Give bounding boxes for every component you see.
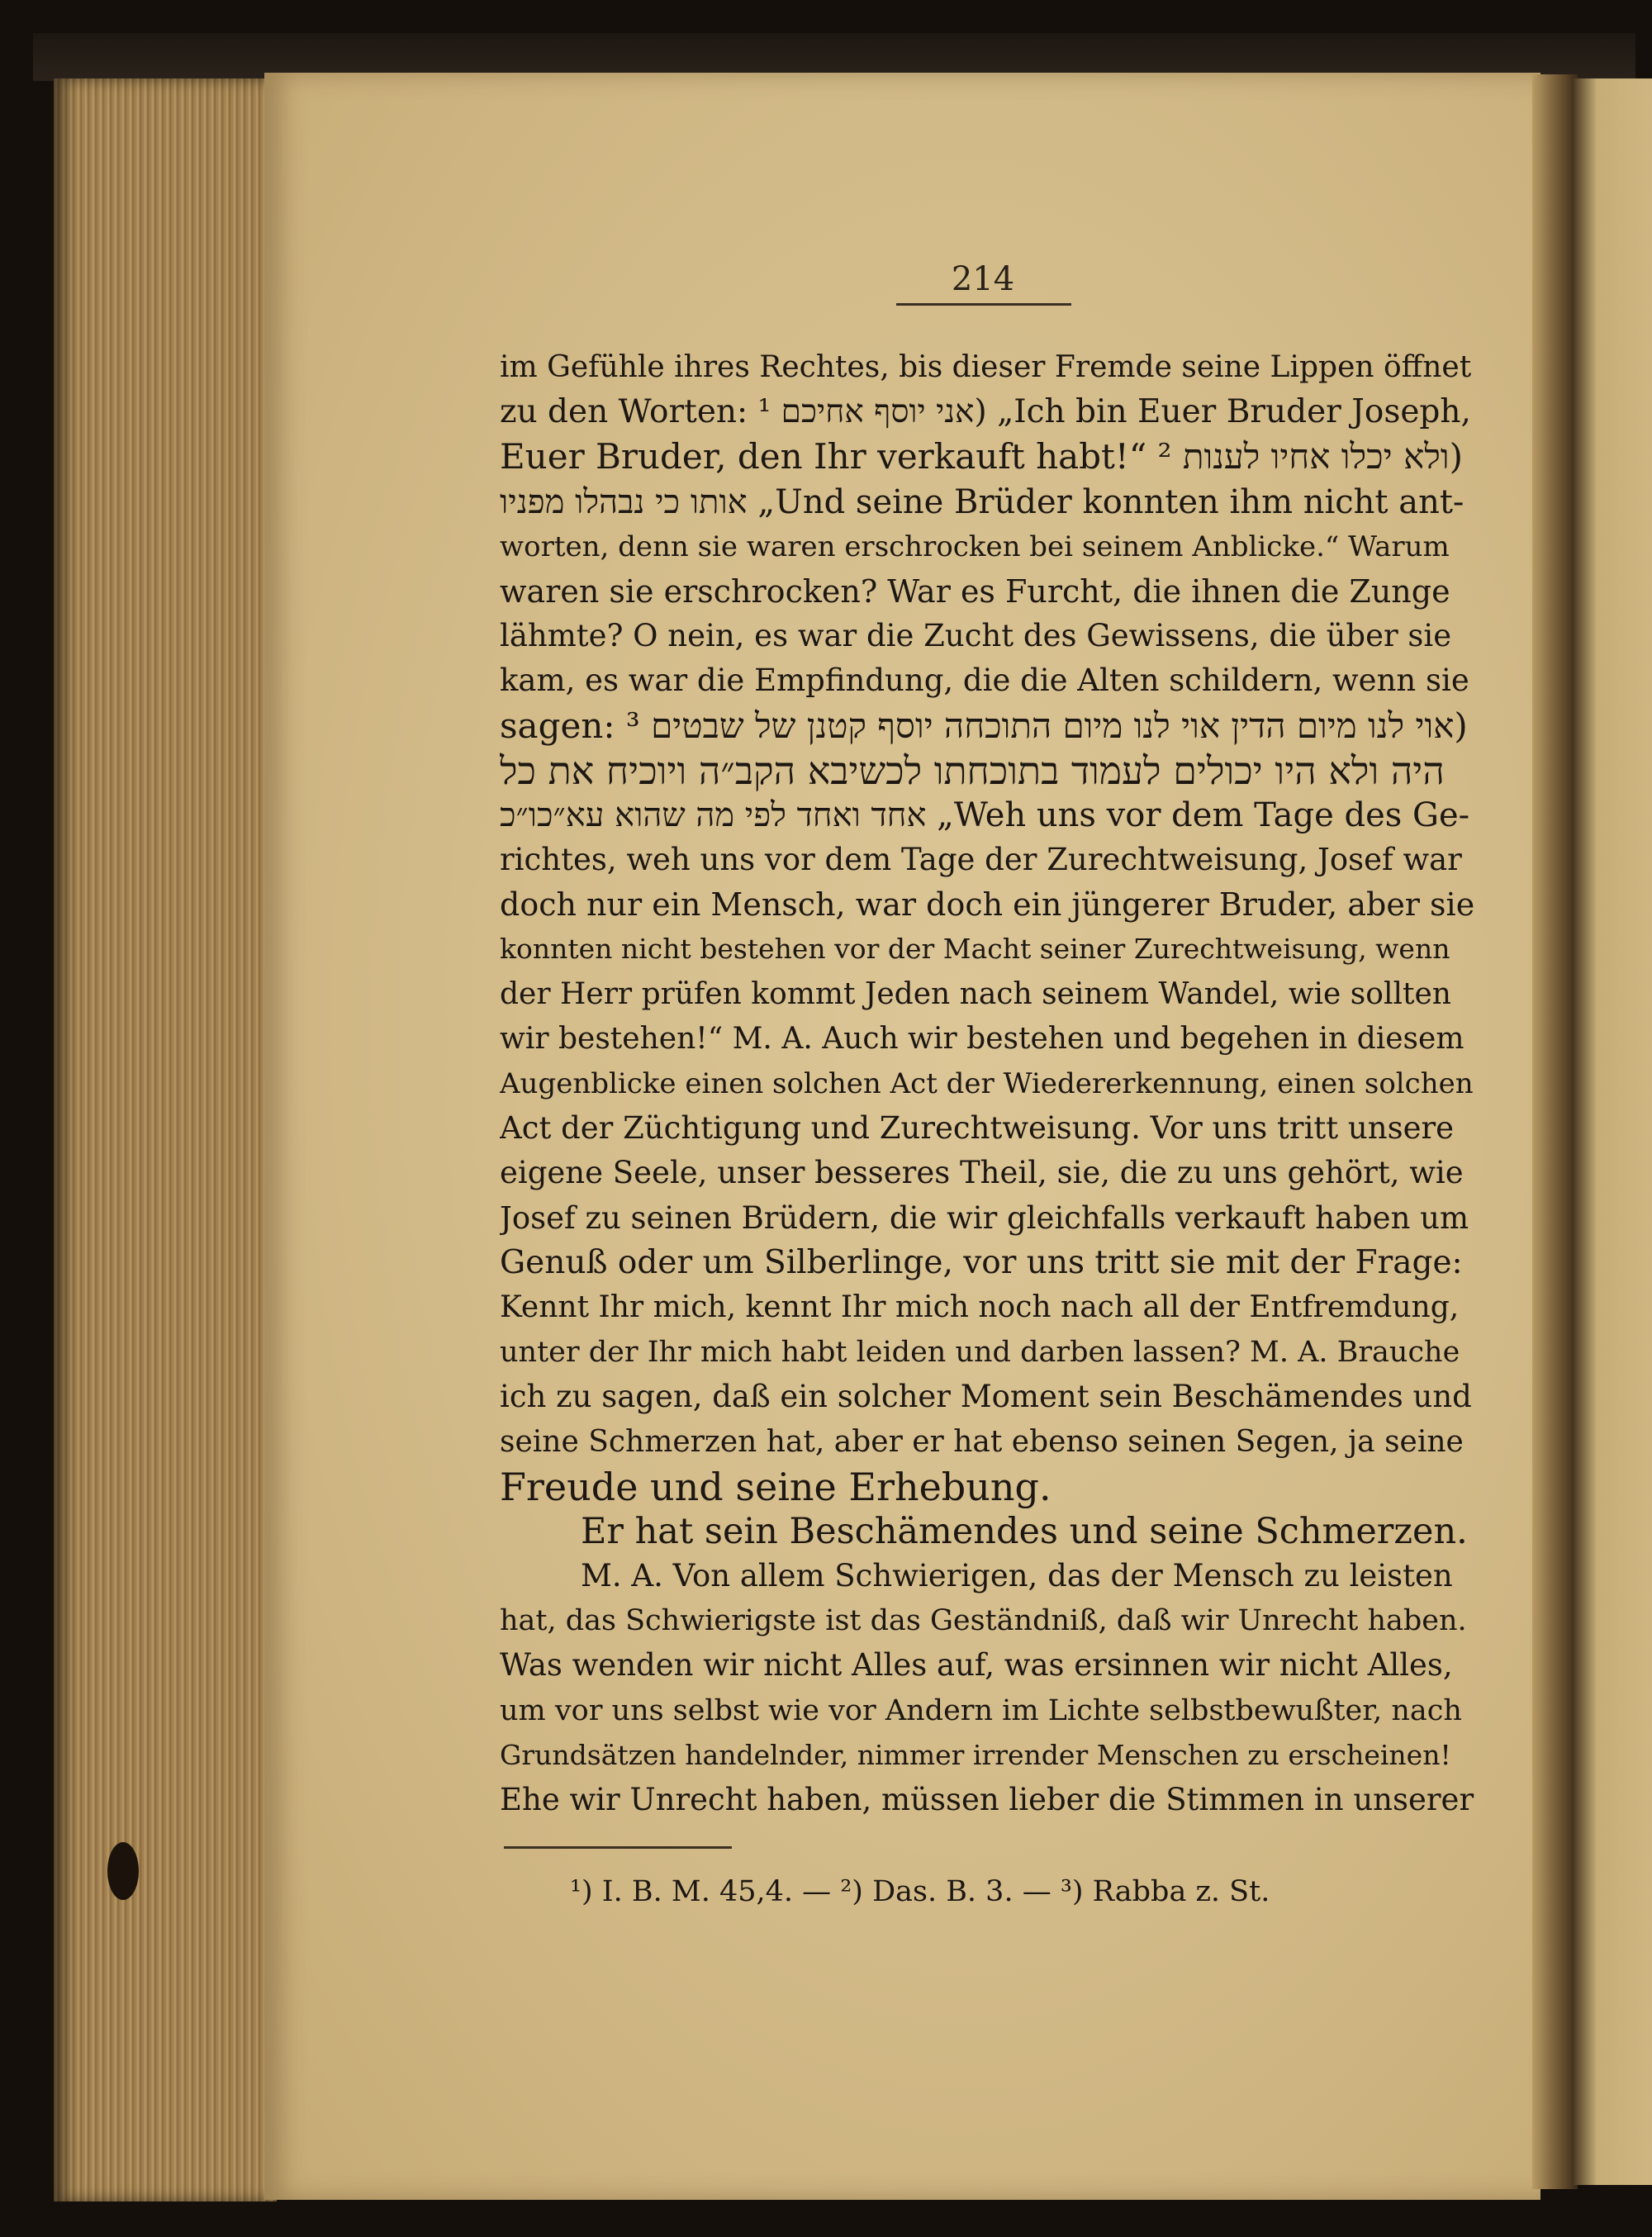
text-line: waren sie erschrocken? War es Furcht, die ihnen die Zunge: [500, 572, 1450, 610]
text-line: sagen: אוי לנו מיום הדין אוי לנו מיום התוכחה יוסף קטנן של שבטים ³): [500, 705, 1468, 746]
text-line: Euer Bruder, den Ihr verkauft habt!“ ולא יכלו אחיו לענות ²): [500, 436, 1464, 477]
text-line: seine Schmerzen hat, aber er hat ebenso seinen Segen, ja seine: [500, 1424, 1464, 1459]
text-line: Freude und seine Erhebung.: [500, 1464, 1051, 1509]
text-line: richtes, weh uns vor dem Tage der Zurechtweisung, Josef war: [500, 842, 1462, 878]
ink-stain: [107, 1842, 139, 1900]
text-line: Act der Züchtigung und Zurechtweisung. Vor uns tritt unsere: [500, 1110, 1455, 1147]
text-line: אחד ואחד לפי מה שהוא עא״כו״כ „Weh uns vor dem Tage des Ge-: [500, 796, 1470, 834]
text-line: Er hat sein Beschämendes und seine Schmerzen.: [581, 1510, 1468, 1552]
text-line: אותו כי נבהלו מפניו „Und seine Brüder konnten ihm nicht ant-: [500, 482, 1464, 521]
text-line: im Gefühle ihres Rechtes, bis dieser Fremde seine Lippen öffnet: [500, 350, 1472, 384]
text-line: wir bestehen!“ M. A. Auch wir bestehen und begehen in diesem: [500, 1021, 1464, 1056]
text-line: Augenblicke einen solchen Act der Wiedererkennung, einen solchen: [500, 1067, 1474, 1100]
text-line: doch nur ein Mensch, war doch ein jüngerer Bruder, aber sie: [500, 886, 1474, 924]
page-number-rule: [896, 303, 1071, 306]
book-spine: [1532, 74, 1578, 2189]
text-line: Kennt Ihr mich, kennt Ihr mich noch nach all der Entfremdung,: [500, 1289, 1460, 1324]
text-line: Ehe wir Unrecht haben, müssen lieber die Stimmen in unserer: [500, 1782, 1474, 1817]
text-line: worten, denn sie waren erschrocken bei seinem Anblicke.“ Warum: [500, 530, 1450, 563]
text-line: konnten nicht bestehen vor der Macht seiner Zurechtweisung, wenn: [500, 933, 1450, 966]
text-line: um vor uns selbst wie vor Andern im Lichte selbstbewußter, nach: [500, 1693, 1462, 1727]
page-edges: [54, 78, 277, 2201]
text-line: היה ולא היו יכולים לעמוד בתוכחתו לכשיבא הקב״ה ויוכיח את כל: [500, 748, 1445, 793]
text-line: hat, das Schwierigste ist das Geständniß, daß wir Unrecht haben.: [500, 1604, 1467, 1638]
text-line: zu den Worten: אני יוסף אחיכם ¹) „Ich bin Euer Bruder Joseph,: [500, 393, 1471, 431]
text-line: M. A. Von allem Schwierigen, das der Mensch zu leisten: [581, 1558, 1453, 1594]
text-line: unter der Ihr mich habt leiden und darben lassen? M. A. Brauche: [500, 1336, 1460, 1370]
facing-page-edge: [1574, 78, 1652, 2185]
text-line: Josef zu seinen Brüdern, die wir gleichfalls verkauft haben um: [500, 1199, 1469, 1236]
text-line: eigene Seele, unser besseres Theil, sie, die zu uns gehört, wie: [500, 1155, 1464, 1191]
body-text: [500, 345, 1474, 1822]
text-line: der Herr prüfen kommt Jeden nach seinem Wandel, wie sollten: [500, 976, 1451, 1011]
text-line: Genuß oder um Silberlinge, vor uns tritt sie mit der Frage:: [500, 1243, 1463, 1281]
footnotes: ¹) I. B. M. 45,4. — ²) Das. B. 3. — ³) Rabba z. St.: [570, 1875, 1270, 1908]
page-number: 214: [951, 260, 1015, 298]
text-line: Grundsätzen handelnder, nimmer irrender Menschen zu erscheinen!: [500, 1738, 1451, 1771]
text-line: Was wenden wir nicht Alles auf, was ersinnen wir nicht Alles,: [500, 1647, 1453, 1684]
footnote-rule: [504, 1846, 732, 1849]
text-line: lähmte? O nein, es war die Zucht des Gewissens, die über sie: [500, 618, 1452, 654]
text-line: ich zu sagen, daß ein solcher Moment sein Beschämendes und: [500, 1379, 1472, 1415]
text-line: kam, es war die Empfindung, die die Alten schildern, wenn sie: [500, 663, 1469, 699]
